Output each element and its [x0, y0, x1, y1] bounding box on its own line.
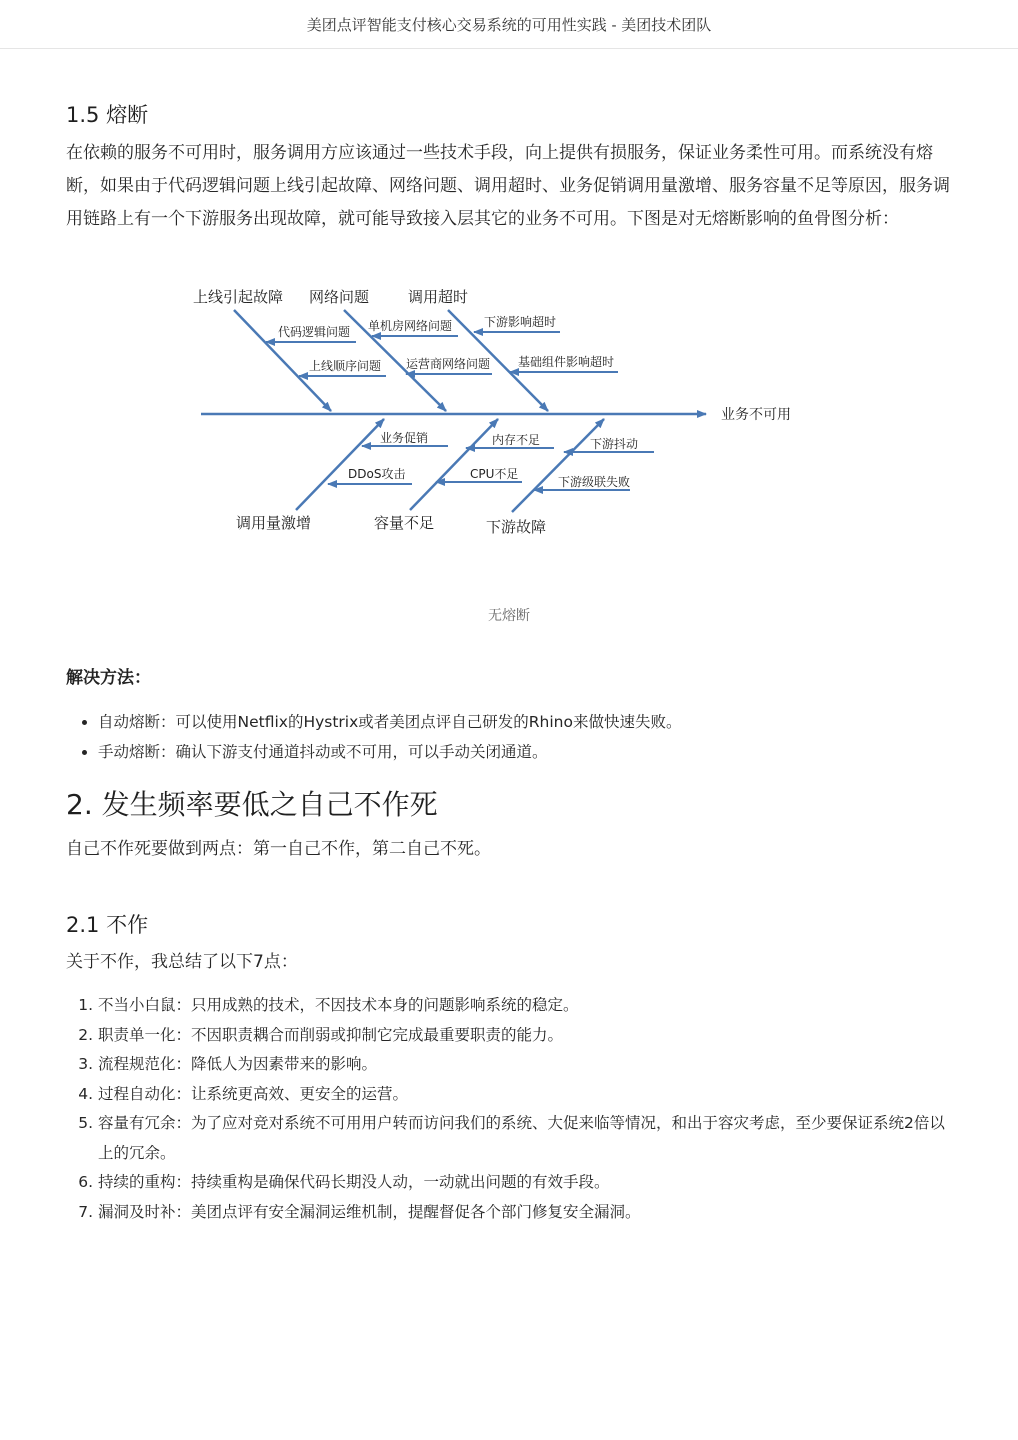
section-2-1-title: 2.1 不作	[66, 913, 149, 937]
bottom-bone-1	[296, 419, 384, 510]
cause-label: 单机房网络问题	[368, 319, 453, 333]
section-1-5-paragraph: 在依赖的服务不可用时，服务调用方应该通过一些技术手段，向上提供有损服务，保证业务柔性可用。而系统没有熔断，如果由于代码逻辑问题上线引起故障、网络问题、调用超时、业务促销调用量激增、服务容量不足等原因，服务调用链路上有一个下游服务出现故障，就可能导致接入层其它的业务不可用。下图是对无熔断影响的鱼骨图分析：	[66, 143, 950, 229]
solutions-list	[66, 708, 952, 767]
list-item: 2. 职责单一化：不因职责耦合而削弱或抑制它完成最重要职责的能力。	[98, 1021, 952, 1051]
section-2-1-intro: 关于不作，我总结了以下7点：	[66, 952, 298, 972]
list-item: • 手动熔断：确认下游支付通道抖动或不可用，可以手动关闭通道。	[98, 738, 952, 768]
cause-label: DDoS攻击	[348, 467, 406, 481]
list-item: 7. 漏洞及时补：美团点评有安全漏洞运维机制，提醒督促各个部门修复安全漏洞。	[98, 1198, 952, 1228]
list-item: 5. 容量有冗余：为了应对竞对系统不可用用户转而访问我们的系统、大促来临等情况，和出于容灾考虑，至少要保证系统2倍以上的冗余。	[98, 1109, 952, 1168]
category-label: 调用超时	[408, 288, 469, 306]
article-content	[66, 48, 952, 1227]
list-item: 6. 持续的重构：持续重构是确保代码长期没人动，一动就出问题的有效手段。	[98, 1168, 952, 1198]
cause-label: 代码逻辑问题	[278, 325, 351, 339]
page-header-title: 美团点评智能支付核心交易系统的可用性实践 - 美团技术团队	[306, 16, 712, 34]
page-header	[0, 0, 1018, 49]
effect-label: 业务不可用	[721, 407, 791, 423]
category-label: 上线引起故障	[193, 288, 284, 306]
category-label: 网络问题	[309, 288, 370, 306]
section-2-title: 2. 发生频率要低之自己不作死	[66, 788, 438, 821]
list-item: 1. 不当小白鼠：只用成熟的技术，不因技术本身的问题影响系统的稳定。	[98, 991, 952, 1021]
cause-label: 业务促销	[380, 431, 429, 445]
cause-label: 下游级联失败	[558, 475, 631, 489]
cause-label: 基础组件影响超时	[518, 355, 615, 369]
figure-caption: 无熔断	[488, 608, 530, 624]
category-label: 容量不足	[374, 514, 435, 532]
list-item: 4. 过程自动化：让系统更高效、更安全的运营。	[98, 1080, 952, 1110]
solutions-title: 解决方法：	[66, 668, 151, 688]
cause-label: 下游影响超时	[484, 315, 557, 329]
cause-label: 内存不足	[492, 433, 541, 447]
fishbone-diagram	[66, 266, 952, 606]
section-1-5-title: 1.5 熔断	[66, 103, 149, 127]
cause-label: 下游抖动	[590, 437, 639, 451]
cause-label: 上线顺序问题	[309, 359, 382, 373]
cause-label: CPU不足	[470, 467, 519, 481]
category-label: 调用量激增	[236, 514, 312, 532]
fishbone-svg	[66, 266, 952, 606]
list-item: 3. 流程规范化：降低人为因素带来的影响。	[98, 1050, 952, 1080]
category-label: 下游故障	[486, 518, 547, 536]
list-item: • 自动熔断：可以使用Netflix的Hystrix或者美团点评自己研发的Rhino来做快速失败。	[98, 708, 952, 738]
cause-label: 运营商网络问题	[406, 357, 491, 371]
section-2-paragraph: 自己不作死要做到两点：第一自己不作，第二自己不死。	[66, 839, 491, 859]
principles-list	[66, 991, 952, 1227]
